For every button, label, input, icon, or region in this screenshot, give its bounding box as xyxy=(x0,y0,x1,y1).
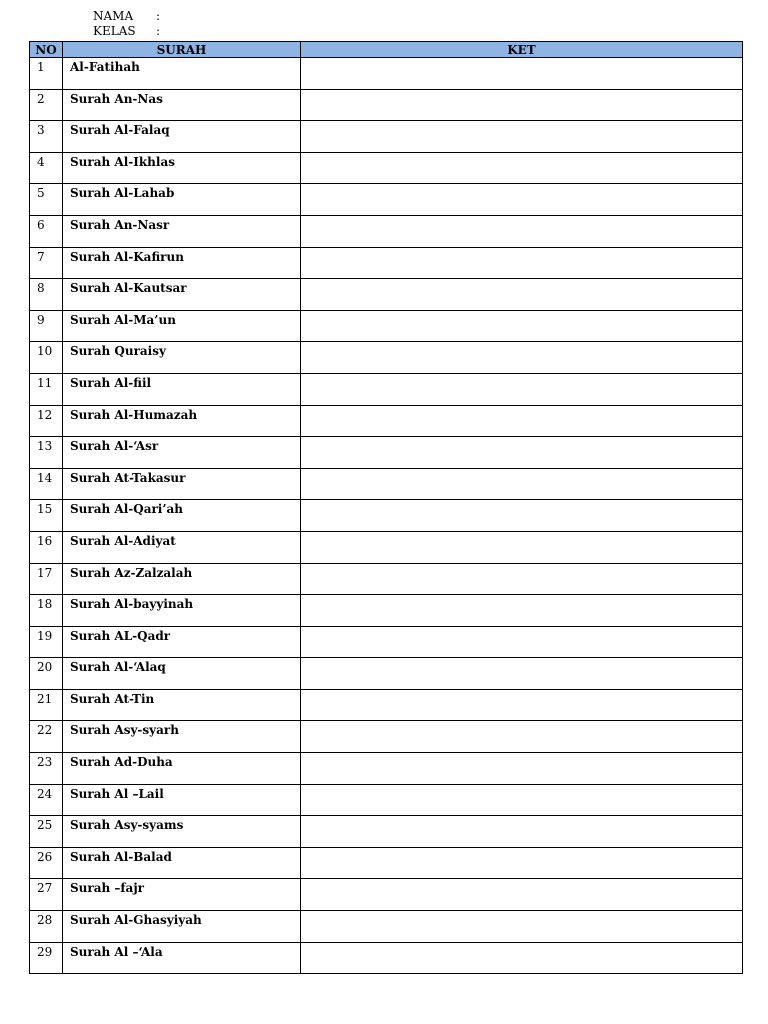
surah-name-cell: Surah Al –Lail xyxy=(63,784,301,816)
table-body xyxy=(30,58,743,974)
row-number-cell: 3 xyxy=(30,121,63,153)
ket-cell[interactable] xyxy=(301,531,743,563)
surah-name-cell: Surah Al-Humazah xyxy=(63,405,301,437)
surah-name-cell: Surah Al-bayyinah xyxy=(63,595,301,627)
table-row xyxy=(30,58,743,90)
table-row xyxy=(30,152,743,184)
ket-cell[interactable] xyxy=(301,689,743,721)
surah-name-cell: Surah Al-Falaq xyxy=(63,121,301,153)
table-row xyxy=(30,784,743,816)
row-number-cell: 10 xyxy=(30,342,63,374)
surah-name-cell: Surah Asy-syams xyxy=(63,816,301,848)
row-number-cell: 25 xyxy=(30,816,63,848)
table-row xyxy=(30,753,743,785)
ket-cell[interactable] xyxy=(301,215,743,247)
ket-cell[interactable] xyxy=(301,89,743,121)
table-row xyxy=(30,689,743,721)
ket-cell[interactable] xyxy=(301,595,743,627)
table-row xyxy=(30,879,743,911)
ket-cell[interactable] xyxy=(301,437,743,469)
row-number-cell: 9 xyxy=(30,310,63,342)
row-number-cell: 5 xyxy=(30,184,63,216)
surah-name-cell: Surah Quraisy xyxy=(63,342,301,374)
ket-cell[interactable] xyxy=(301,847,743,879)
surah-name-cell: Surah Al-Ma’un xyxy=(63,310,301,342)
table-row xyxy=(30,121,743,153)
table-row xyxy=(30,373,743,405)
ket-cell[interactable] xyxy=(301,658,743,690)
surah-name-cell: Surah Al-‘Alaq xyxy=(63,658,301,690)
nama-colon: : xyxy=(156,9,161,23)
column-header-surah: SURAH xyxy=(63,42,301,58)
ket-cell[interactable] xyxy=(301,152,743,184)
kelas-label: KELAS xyxy=(93,24,136,38)
row-number-cell: 22 xyxy=(30,721,63,753)
row-number-cell: 7 xyxy=(30,247,63,279)
column-header-no: NO xyxy=(30,42,63,58)
surah-name-cell: Surah Al-Kafirun xyxy=(63,247,301,279)
ket-cell[interactable] xyxy=(301,405,743,437)
surah-name-cell: Surah At-Takasur xyxy=(63,468,301,500)
row-number-cell: 20 xyxy=(30,658,63,690)
row-number-cell: 18 xyxy=(30,595,63,627)
ket-cell[interactable] xyxy=(301,942,743,974)
table-row xyxy=(30,595,743,627)
surah-name-cell: Surah Al-Adiyat xyxy=(63,531,301,563)
table-row xyxy=(30,626,743,658)
table-row xyxy=(30,279,743,311)
table-row xyxy=(30,911,743,943)
table-row xyxy=(30,563,743,595)
row-number-cell: 27 xyxy=(30,879,63,911)
table-row xyxy=(30,658,743,690)
surah-name-cell: Surah Al-Ghasyiyah xyxy=(63,911,301,943)
table-row xyxy=(30,437,743,469)
row-number-cell: 12 xyxy=(30,405,63,437)
row-number-cell: 28 xyxy=(30,911,63,943)
ket-cell[interactable] xyxy=(301,500,743,532)
table-row xyxy=(30,942,743,974)
table-row xyxy=(30,816,743,848)
ket-cell[interactable] xyxy=(301,184,743,216)
surah-name-cell: Surah AL-Qadr xyxy=(63,626,301,658)
row-number-cell: 17 xyxy=(30,563,63,595)
ket-cell[interactable] xyxy=(301,879,743,911)
table-row xyxy=(30,847,743,879)
surah-name-cell: Surah Asy-syarh xyxy=(63,721,301,753)
surah-name-cell: Surah Al-‘Asr xyxy=(63,437,301,469)
ket-cell[interactable] xyxy=(301,816,743,848)
kelas-row xyxy=(93,24,166,39)
row-number-cell: 13 xyxy=(30,437,63,469)
row-number-cell: 2 xyxy=(30,89,63,121)
table-header-row xyxy=(30,42,743,58)
ket-cell[interactable] xyxy=(301,784,743,816)
ket-cell[interactable] xyxy=(301,279,743,311)
ket-cell[interactable] xyxy=(301,58,743,90)
surah-name-cell: Surah –fajr xyxy=(63,879,301,911)
student-info-header xyxy=(93,9,166,39)
row-number-cell: 8 xyxy=(30,279,63,311)
table-row xyxy=(30,468,743,500)
nama-label: NAMA xyxy=(93,9,134,23)
table-row xyxy=(30,215,743,247)
table-row xyxy=(30,89,743,121)
surah-name-cell: Surah At-Tin xyxy=(63,689,301,721)
ket-cell[interactable] xyxy=(301,310,743,342)
row-number-cell: 11 xyxy=(30,373,63,405)
surah-table xyxy=(29,41,743,974)
table-row xyxy=(30,310,743,342)
row-number-cell: 26 xyxy=(30,847,63,879)
surah-name-cell: Surah An-Nasr xyxy=(63,215,301,247)
ket-cell[interactable] xyxy=(301,468,743,500)
ket-cell[interactable] xyxy=(301,721,743,753)
table-row xyxy=(30,500,743,532)
row-number-cell: 29 xyxy=(30,942,63,974)
row-number-cell: 19 xyxy=(30,626,63,658)
surah-name-cell: Al-Fatihah xyxy=(63,58,301,90)
row-number-cell: 21 xyxy=(30,689,63,721)
surah-name-cell: Surah Al –‘Ala xyxy=(63,942,301,974)
surah-name-cell: Surah Al-Balad xyxy=(63,847,301,879)
ket-cell[interactable] xyxy=(301,247,743,279)
ket-cell[interactable] xyxy=(301,342,743,374)
row-number-cell: 16 xyxy=(30,531,63,563)
surah-name-cell: Surah Al-fiil xyxy=(63,373,301,405)
ket-cell[interactable] xyxy=(301,121,743,153)
ket-cell[interactable] xyxy=(301,626,743,658)
row-number-cell: 4 xyxy=(30,152,63,184)
ket-cell[interactable] xyxy=(301,911,743,943)
table-row xyxy=(30,531,743,563)
ket-cell[interactable] xyxy=(301,753,743,785)
surah-name-cell: Surah Az-Zalzalah xyxy=(63,563,301,595)
column-header-ket: KET xyxy=(301,42,743,58)
surah-name-cell: Surah Al-Qari’ah xyxy=(63,500,301,532)
row-number-cell: 23 xyxy=(30,753,63,785)
nama-row xyxy=(93,9,166,24)
table-row xyxy=(30,721,743,753)
surah-name-cell: Surah Ad-Duha xyxy=(63,753,301,785)
row-number-cell: 6 xyxy=(30,215,63,247)
surah-name-cell: Surah Al-Kautsar xyxy=(63,279,301,311)
row-number-cell: 14 xyxy=(30,468,63,500)
surah-name-cell: Surah Al-Ikhlas xyxy=(63,152,301,184)
row-number-cell: 15 xyxy=(30,500,63,532)
row-number-cell: 24 xyxy=(30,784,63,816)
table-row xyxy=(30,247,743,279)
surah-name-cell: Surah An-Nas xyxy=(63,89,301,121)
table-row xyxy=(30,184,743,216)
surah-name-cell: Surah Al-Lahab xyxy=(63,184,301,216)
ket-cell[interactable] xyxy=(301,373,743,405)
ket-cell[interactable] xyxy=(301,563,743,595)
table-row xyxy=(30,342,743,374)
table-row xyxy=(30,405,743,437)
row-number-cell: 1 xyxy=(30,58,63,90)
kelas-colon: : xyxy=(156,24,161,38)
